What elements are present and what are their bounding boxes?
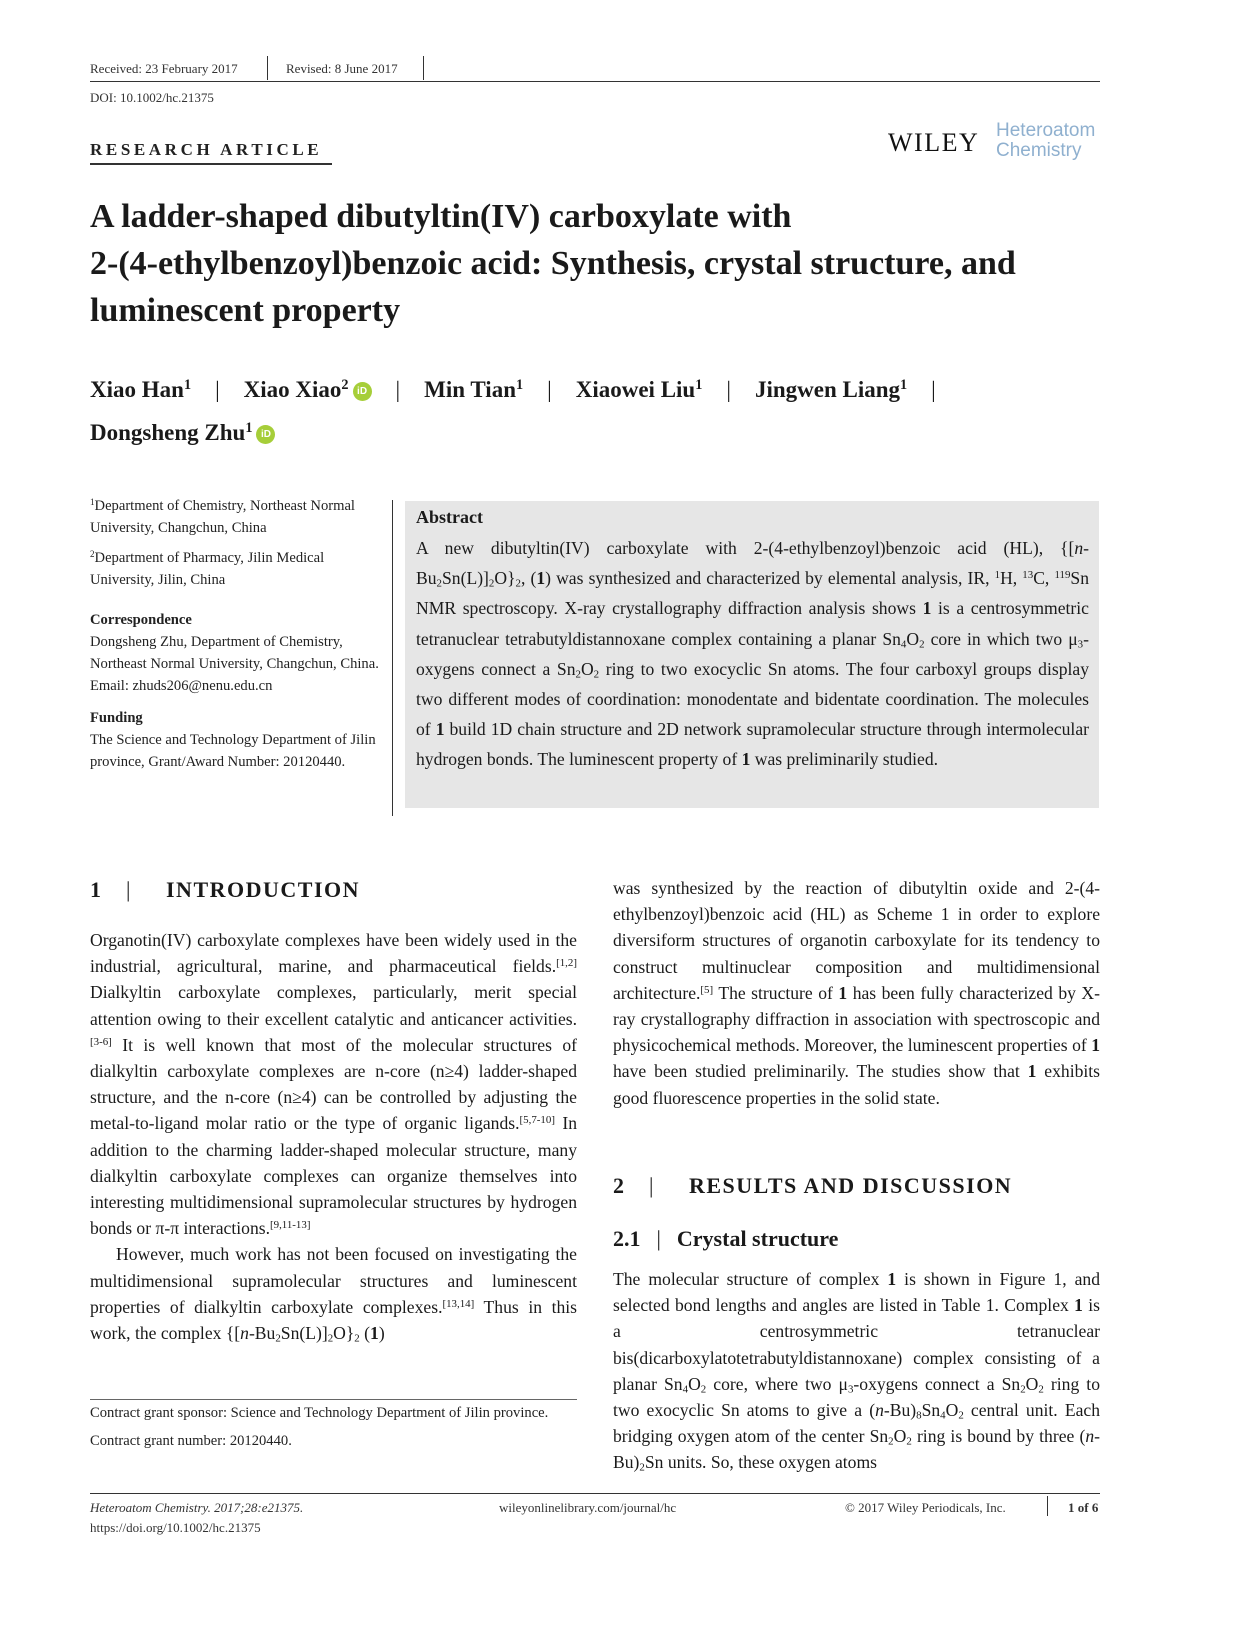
article-type-underline (90, 163, 332, 165)
footer-rule (90, 1493, 1100, 1494)
grant-number-note: Contract grant number: 20120440. (90, 1433, 292, 1449)
affiliation-2: $^2$Department of Pharmacy, Jilin Medical University, Jilin, China (90, 549, 325, 588)
citation-link[interactable]: [1,2] (556, 957, 577, 970)
author[interactable]: Xiao Han$^1$ (90, 377, 192, 402)
funding-heading: Funding (90, 710, 143, 726)
funding-text: The Science and Technology Department of Jilin province, Grant/Award Number: 20120440. (90, 732, 376, 770)
grant-sponsor-note: Contract grant sponsor: Science and Technology Department of Jilin province. (90, 1405, 549, 1421)
footnotes (90, 1402, 577, 1452)
footer-citation: Heteroatom Chemistry. 2017;28:e21375. (90, 1500, 304, 1515)
affiliations-sidebar (90, 495, 380, 773)
citation-link[interactable]: [3-6] (90, 1035, 112, 1048)
journal-name-line1: Heteroatom (996, 120, 1096, 141)
title-line: luminescent property (90, 292, 401, 329)
section-heading-introduction: 1 | INTRODUCTION (90, 877, 361, 902)
footer-doi-link[interactable]: https://doi.org/10.1002/hc.21375 (90, 1520, 261, 1535)
citation-link[interactable]: [9,11-13] (269, 1219, 311, 1232)
correspondence-heading: Correspondence (90, 612, 192, 628)
title-line: A ladder-shaped dibutyltin(IV) carboxylate with (90, 198, 792, 235)
author[interactable]: Jingwen Liang$^1$ (754, 377, 908, 402)
abstract-heading: Abstract (416, 507, 483, 527)
header-divider (423, 56, 424, 80)
author[interactable]: Xiaowei Liu$^1$ (575, 377, 703, 402)
author[interactable]: Min Tian$^1$ (424, 377, 524, 402)
orcid-icon[interactable]: iD (353, 382, 372, 401)
article-title (90, 193, 1140, 334)
footer-divider (1047, 1496, 1048, 1516)
doi: DOI: 10.1002/hc.21375 (90, 90, 214, 105)
footer-website-link[interactable]: wileyonlinelibrary.com/journal/hc (499, 1500, 677, 1515)
introduction-body (90, 927, 577, 1346)
title-line: 2-(4-ethylbenzoyl)benzoic acid: Synthesis, crystal structure, and (90, 245, 1016, 282)
author-separator: | (931, 377, 936, 402)
author[interactable]: Xiao Xiao$^2$ iD (244, 377, 372, 402)
subsection-heading-crystal-structure: 2.1 | Crystal structure (613, 1226, 839, 1251)
footnote-rule (90, 1399, 577, 1400)
crystal-structure-body (613, 1266, 1100, 1476)
paragraph: The molecular structure of complex 1 is shown in Figure 1, and selected bond lengths and angles are listed in Table 1. Complex 1 is a centrosymmetric tetranuclear bis(dicarboxylatotetrabutyldistannoxane) complex consisting of a planar $Sn_4O_2$ core, where two $\mu_3$-oxygens connect a $Sn_2O_2$ ring to two exocyclic Sn atoms to give a $(n-Bu)_8Sn_4O_2$ central unit. Each bridging oxygen atom of the center $Sn_2O_2$ ring is bound by three $(n-Bu)_2Sn$ units. So, these oxygen atoms (613, 1269, 1101, 1475)
citation-link[interactable]: [13,14] (442, 1297, 475, 1310)
citation-link[interactable]: [5,7-10] (519, 1114, 555, 1127)
author-list-line2 (90, 420, 275, 446)
author-list (90, 377, 960, 403)
revised-date: Revised: 8 June 2017 (286, 61, 398, 76)
author-separator: | (726, 377, 731, 402)
journal-logo (996, 121, 1095, 161)
orcid-icon[interactable]: iD (256, 425, 275, 444)
header-divider (267, 56, 268, 80)
received-date: Received: 23 February 2017 (90, 61, 238, 76)
paragraph: was synthesized by the reaction of dibutyltin oxide and 2-(4-ethylbenzoyl)benzoic acid (HL) as Scheme 1 in order to explore diversiform structures of organotin carboxylate for its tendency to construct multinuclear composition and multidimensional architecture.[5] The structure of 1 has been fully characterized by X-ray crystallography diffraction in association with spectroscopic and physicochemical methods. Moreover, the luminescent properties of 1 have been studied preliminarily. The studies show that 1 exhibits good fluorescence properties in the solid state. (613, 878, 1101, 1108)
author-separator: | (215, 377, 220, 402)
author[interactable]: Dongsheng Zhu$^1$ iD (90, 420, 275, 445)
page-number: 1 of 6 (1068, 1500, 1099, 1515)
article-type: RESEARCH ARTICLE (90, 140, 323, 159)
abstract-text: A new dibutyltin(IV) carboxylate with 2-(4-ethylbenzoyl)benzoic acid (HL), $\{[n-Bu_2Sn(L)]_2O\}_2$, (1) was synthesized and characterized by elemental analysis, IR, $^1$H, $^{13}$C, $^{119}$Sn NMR spectroscopy. X-ray crystallography diffraction analysis shows 1 is a centrosymmetric tetranuclear tetrabutyldistannoxane complex containing a planar $Sn_4O_2$ core in which two $\mu_3$-oxygens connect a $Sn_2O_2$ ring to two exocyclic Sn atoms. The four carboxyl groups display two different modes of coordination: monodentate and bidentate coordination. The molecules of 1 build 1D chain structure and 2D network supramolecular structure through intermolecular hydrogen bonds. The luminescent property of 1 was preliminarily studied. (416, 538, 1089, 770)
correspondence-text: Dongsheng Zhu, Department of Chemistry, Northeast Normal University, Changchun, China. (90, 634, 379, 672)
paragraph: However, much work has not been focused on investigating the multidimensional supramolecular structures and luminescent properties of dialkyltin carboxylate complexes.[13,14] Thus in this work, the complex $\{[n-Bu_2Sn(L)]_2O\}_2$ (1) (90, 1244, 578, 1345)
affiliation-1: $^1$Department of Chemistry, Northeast Normal University, Changchun, China (90, 497, 355, 536)
correspondence-email[interactable]: Email: zhuds206@nenu.edu.cn (90, 678, 273, 694)
citation-link[interactable]: [5] (700, 983, 714, 996)
journal-name-line2: Chemistry (996, 140, 1082, 161)
introduction-continued (613, 875, 1100, 1111)
footer-copyright: © 2017 Wiley Periodicals, Inc. (845, 1500, 1006, 1515)
sidebar-divider (392, 500, 393, 816)
paragraph: Organotin(IV) carboxylate complexes have been widely used in the industrial, agricultural, marine, and pharmaceutical fields.[1,2] Dialkyltin carboxylate complexes, particularly, merit special attention owing to their excellent catalytic and anticancer activities.[3-6] It is well known that most of the molecular structures of dialkyltin carboxylate complexes are n-core (n≥4) ladder-shaped structure, and the n-core (n≥4) can be controlled by adjusting the metal-to-ligand molar ratio or the type of organic ligands.[5,7-10] In addition to the charming ladder-shaped molecular structure, many dialkyltin carboxylate complexes can organize themselves into interesting multidimensional supramolecular structures by hydrogen bonds or π-π interactions.[9,11-13] (90, 930, 577, 1239)
header-rule (90, 81, 1100, 82)
author-separator: | (547, 377, 552, 402)
author-separator: | (395, 377, 401, 402)
section-heading-results: 2 | RESULTS AND DISCUSSION (613, 1173, 1013, 1198)
publisher-logo: WILEY (888, 128, 980, 157)
